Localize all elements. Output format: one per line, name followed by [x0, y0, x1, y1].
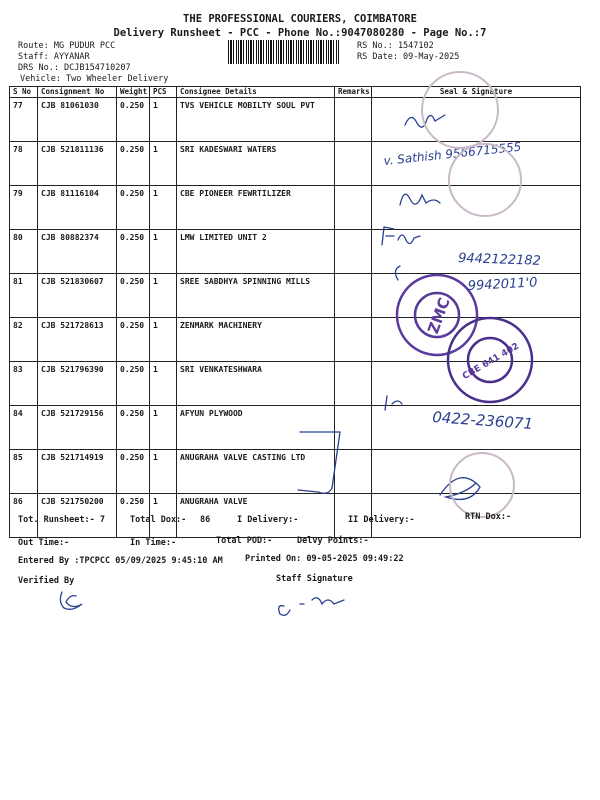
out-time: Out Time:-: [18, 538, 70, 548]
cell-sno: 78: [10, 142, 38, 186]
cell-sno: 86: [10, 494, 38, 538]
cell-pcs: 1: [150, 362, 177, 406]
col-header-consignee: Consignee Details: [177, 87, 335, 98]
in-time: In Time:-: [130, 538, 177, 548]
rtn-dox: RTN Dox:-: [465, 512, 512, 522]
route-label: Route: MG PUDUR PCC: [18, 41, 116, 51]
delvy-points: Delvy Points:-: [297, 536, 369, 546]
entered-by: Entered By :TPCPCC 05/09/2025 9:45:10 AM: [18, 556, 223, 566]
cell-consignment: CJB 80882374: [38, 230, 117, 274]
cell-consignment: CJB 521714919: [38, 450, 117, 494]
col-header-remarks: Remarks: [335, 87, 372, 98]
runsheet-subtitle: Delivery Runsheet - PCC - Phone No.:9047080280 - Page No.:7: [113, 27, 487, 39]
ii-delivery: II Delivery:-: [348, 515, 415, 525]
signature-row80: [382, 227, 420, 245]
col-header-consignment: Consignment No: [38, 87, 117, 98]
cell-pcs: 1: [150, 406, 177, 450]
cell-sno: 81: [10, 274, 38, 318]
cell-pcs: 1: [150, 142, 177, 186]
signature-row79: [400, 194, 440, 205]
signature-row86: [440, 478, 480, 500]
col-header-pcs: PCS: [150, 87, 177, 98]
cell-consignment: CJB 521750200: [38, 494, 117, 538]
cell-consignment: CJB 81116104: [38, 186, 117, 230]
cell-sno: 83: [10, 362, 38, 406]
total-dox-label: Total Dox:-: [130, 515, 187, 525]
cell-weight: 0.250: [117, 230, 150, 274]
i-delivery: I Delivery:-: [237, 515, 299, 525]
cell-weight: 0.250: [117, 274, 150, 318]
cell-pcs: 1: [150, 186, 177, 230]
cell-pcs: 1: [150, 98, 177, 142]
venkateshwara-stamp-center: CBE 641 402: [461, 341, 521, 382]
cell-consignee: SRI VENKATESHWARA: [177, 362, 335, 406]
cell-pcs: 1: [150, 494, 177, 538]
cell-consignee: ANUGRAHA VALVE CASTING LTD: [177, 450, 335, 494]
cell-sno: 85: [10, 450, 38, 494]
staff-signature-mark: [279, 598, 344, 616]
signature-row81: [395, 266, 400, 280]
rs-date: RS Date: 09-May-2025: [357, 52, 460, 62]
cell-sno: 77: [10, 98, 38, 142]
cell-sno: 84: [10, 406, 38, 450]
tot-runsheet: Tot. Runsheet:- 7: [18, 515, 105, 525]
total-pod: Total POD:-: [216, 536, 273, 546]
row80-phone-handwriting: 9442122182: [457, 251, 542, 269]
signature-row84: [385, 396, 402, 410]
cell-sno: 79: [10, 186, 38, 230]
cell-consignment: CJB 521728613: [38, 318, 117, 362]
row84-phone-handwriting: 0422-236071: [431, 408, 534, 434]
cell-weight: 0.250: [117, 494, 150, 538]
cell-weight: 0.250: [117, 362, 150, 406]
cell-consignment: CJB 521811136: [38, 142, 117, 186]
cell-pcs: 1: [150, 230, 177, 274]
cell-consignee: TVS VEHICLE MOBILTY SOUL PVT: [177, 98, 335, 142]
cell-pcs: 1: [150, 450, 177, 494]
cell-weight: 0.250: [117, 406, 150, 450]
drs-label: DRS No.: DCJB154710207: [18, 63, 131, 73]
staff-label: Staff: AYYANAR: [18, 52, 90, 62]
cell-consignee: SREE SABDHYA SPINNING MILLS: [177, 274, 335, 318]
cell-pcs: 1: [150, 274, 177, 318]
company-title: THE PROFESSIONAL COURIERS, COIMBATORE: [183, 13, 417, 25]
verified-by-signature: [60, 592, 82, 609]
staff-signature-label: Staff Signature: [276, 574, 353, 584]
printed-on: Printed On: 09-05-2025 09:49:22: [245, 554, 404, 564]
cell-weight: 0.250: [117, 186, 150, 230]
cell-weight: 0.250: [117, 98, 150, 142]
cell-consignee: CBE PIONEER FEWRTILIZER: [177, 186, 335, 230]
total-dox-value: 86: [200, 515, 211, 525]
cell-weight: 0.250: [117, 450, 150, 494]
cell-consignment: CJB 521830607: [38, 274, 117, 318]
cell-sno: 82: [10, 318, 38, 362]
cell-consignment: CJB 521796390: [38, 362, 117, 406]
cell-consignee: AFYUN PLYWOOD: [177, 406, 335, 450]
col-header-weight: Weight: [117, 87, 150, 98]
zenmark-stamp-center: ZMC: [424, 295, 454, 337]
cell-consignee: ANUGRAHA VALVE: [177, 494, 335, 538]
row81-phone-handwriting: 9942011'0: [467, 275, 538, 294]
signature-row85: [298, 432, 340, 493]
cell-consignee: LMW LIMITED UNIT 2: [177, 230, 335, 274]
cell-consignment: CJB 521729156: [38, 406, 117, 450]
row78-handwriting: v. Sathish 9566715555: [382, 139, 522, 168]
verified-by-label: Verified By: [18, 576, 75, 586]
vehicle-label: Vehicle: Two Wheeler Delivery: [20, 74, 169, 84]
col-header-seal-signature: Seal & Signature: [372, 87, 581, 98]
cell-weight: 0.250: [117, 142, 150, 186]
rs-number: RS No.: 1547102: [357, 41, 434, 51]
cell-consignment: CJB 81061030: [38, 98, 117, 142]
col-header-sno: S No: [10, 87, 38, 98]
cell-sno: 80: [10, 230, 38, 274]
cell-pcs: 1: [150, 318, 177, 362]
cell-consignee: ZENMARK MACHINERY: [177, 318, 335, 362]
cell-consignee: SRI KADESWARI WATERS: [177, 142, 335, 186]
cell-weight: 0.250: [117, 318, 150, 362]
